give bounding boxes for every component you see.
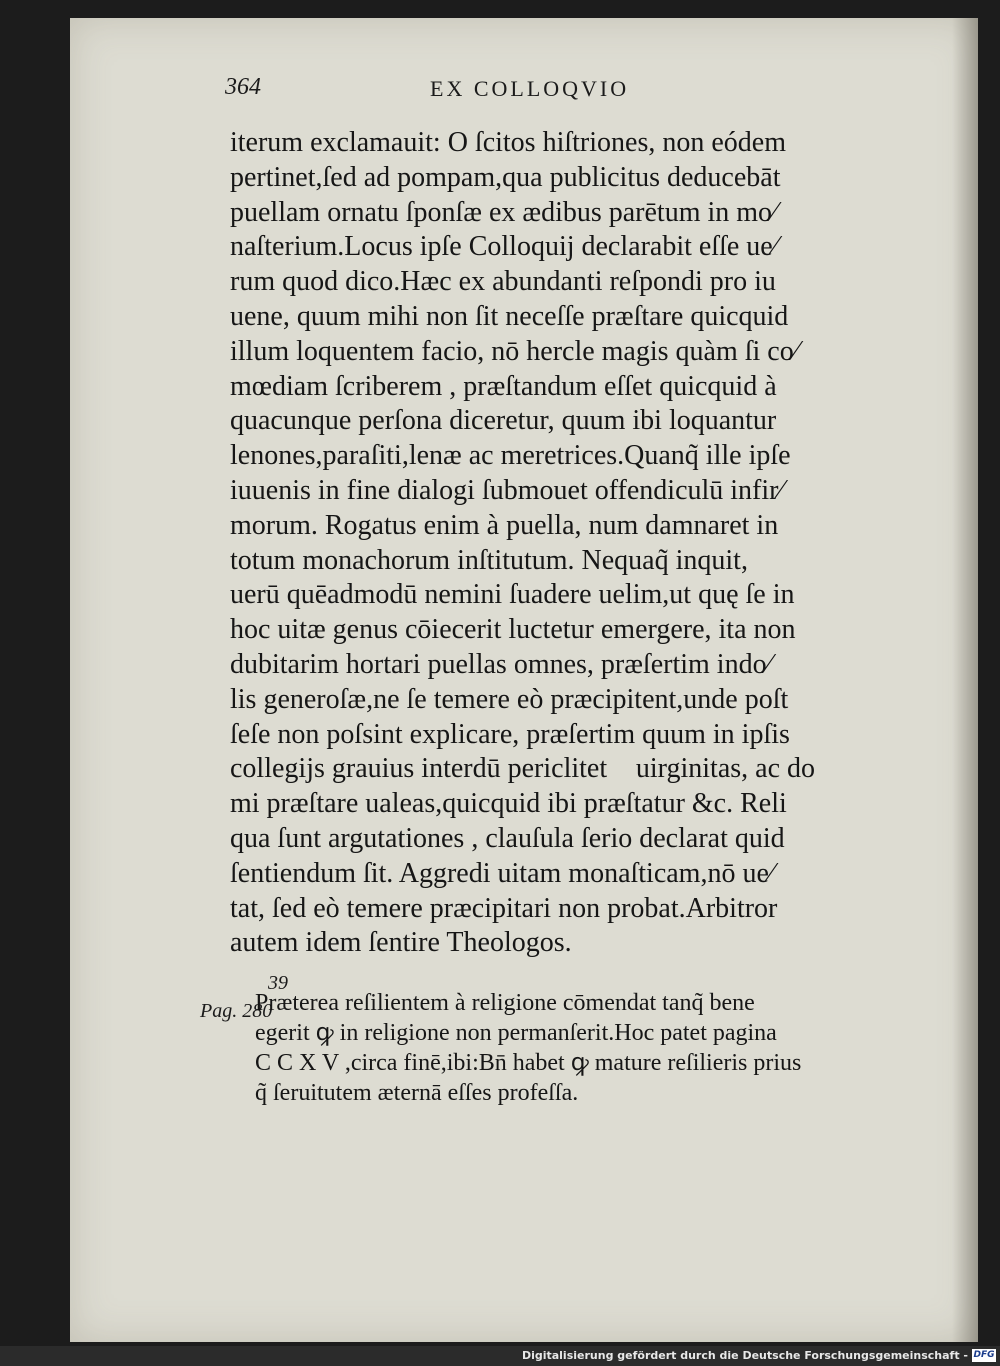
main-text-block (230, 126, 860, 961)
text-line: quacunque perſona diceretur, quum ibi loquantur (230, 405, 777, 437)
note-line: C C X V ,circa finē,ibi:Bn̄ habet ꝙ mature reſilieris prius (255, 1050, 802, 1076)
text-line: iterum exclamauit: O ſcitos hiſtriones, non eódem (230, 127, 786, 158)
footer-bar (0, 1346, 1000, 1366)
text-line: dubitarim hortari puellas omnes, præſertim indo⁄ (230, 648, 772, 680)
text-line: mœdiam ſcriberem , præſtandum eſſet quicquid à (230, 370, 777, 402)
text-line: collegijs grauius interdū periclitet᷑ uirginitas, ac do (230, 753, 816, 785)
note-line: q̃ ſeruitutem æternā eſſes profeſſa. (255, 1080, 579, 1106)
text-line: hoc uitæ genus cōiecerit luctetur emergere, ita non (230, 614, 796, 646)
funding-credit: Digitalisierung gefördert durch die Deutsche Forschungsgemeinschaft - (521, 1349, 968, 1362)
running-head: EX COLLOQVIO (430, 76, 630, 101)
text-line: mi præſtare ualeas,quicquid ibi præſtatur &c. Reli (230, 788, 787, 820)
note-line: egerit ꝙ in religione non permanſerit.Hoc patet pagina (255, 1020, 777, 1046)
text-line: morum. Rogatus enim à puella, num damnaret in (230, 509, 779, 541)
page-number: 364 (225, 74, 261, 100)
text-line: iuuenis in fine dialogi ſubmouet offendiculū infir⁄ (230, 474, 784, 506)
text-line: qua ſunt argutationes , clauſula ſerio declarat quid (230, 822, 785, 854)
text-line: uerū quēadmodū nemini ſuadere uelim,ut quę ſe in (230, 579, 795, 611)
text-line: ſeſe non poſsint explicare, præſertim quum in ipſis (230, 718, 790, 750)
note-line: Præterea reſilientem à religione cōmendat tanq̃ bene (255, 990, 755, 1016)
text-line: illum loquentem facio, nō hercle magis quàm ſi co⁄ (230, 335, 799, 367)
text-line: lenones,paraſiti,lenæ ac meretrices.Quanq̃ ille ipſe (230, 440, 791, 472)
text-line: autem idem ſentire Theologos. (230, 927, 572, 959)
page-edge-shadow (952, 18, 978, 1342)
text-line: totum monachorum inſtitutum. Nequaq̃ inquit, (230, 544, 748, 576)
marginal-number: 39 (268, 972, 288, 994)
text-line: puellam ornatu ſponſæ ex ædibus parētum in mo⁄ (230, 196, 777, 228)
marginal-page-reference: Pag. 280 (200, 1000, 273, 1022)
dfg-logo: DFG (973, 1350, 995, 1360)
note-paragraph (255, 988, 865, 1108)
text-line: naſterium.Locus ipſe Colloquij declarabit eſſe ue⁄ (230, 231, 778, 263)
text-line: lis generoſæ,ne ſe temere eò præcipitent,unde poſt (230, 683, 789, 715)
text-line: ſentiendum ſit. Aggredi uitam monaſticam,nō ue⁄ (230, 857, 774, 889)
text-line: pertinet,ſed ad pompam,qua publicitus deducebāt (230, 161, 781, 193)
text-line: tat, ſed eò temere præcipitari non probat.Arbitror (230, 892, 778, 924)
text-line: rum quod dico.Hæc ex abundanti reſpondi pro iu (230, 266, 776, 298)
text-line: uene, quum mihi non ſit neceſſe præſtare quicquid (230, 300, 789, 332)
